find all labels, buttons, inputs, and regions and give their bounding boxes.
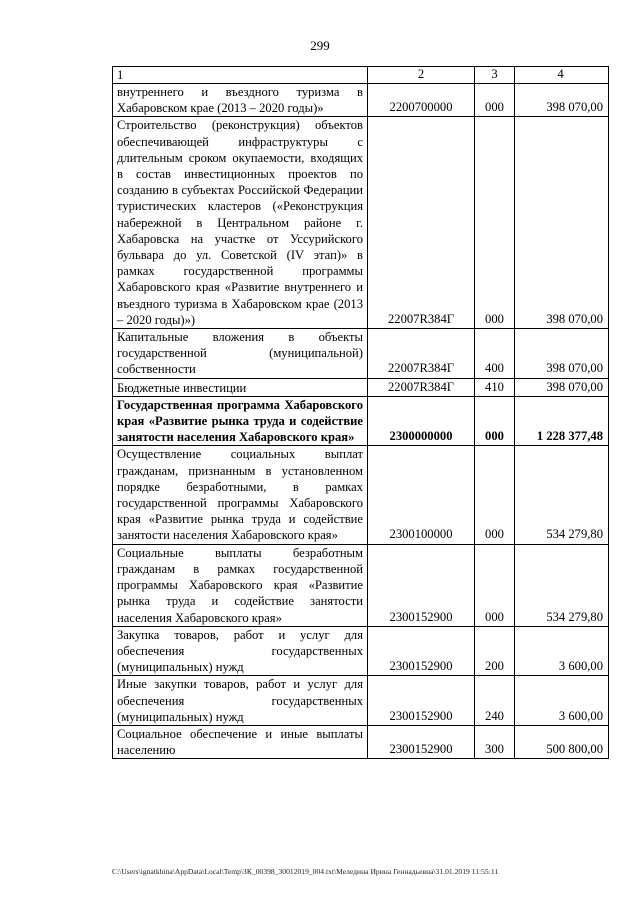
row-name: Иные закупки товаров, работ и услуг для обеспечения государственных (муниципальных) нужд [113, 676, 368, 726]
row-amount: 398 070,00 [515, 84, 609, 117]
row-code: 2300152900 [368, 626, 475, 676]
table-row [113, 676, 609, 726]
row-type: 200 [475, 626, 515, 676]
budget-table [112, 66, 609, 759]
header-col-2: 2 [368, 67, 475, 84]
row-name: Строительство (реконструкция) объектов обеспечивающей инфраструктуры с длительным сроком окупаемости, входящих в состав инвестиционных проектов по созданию в субъектах Российской Федерации туристических кластеров («Реконструкция набережной в Центральном районе г. Хабаровска на участке от Уссурийского бульвара до ул. Советской (IV этап)» в рамках государственной программы Хабаровского края «Развитие внутреннего и въездного туризма в Хабаровском крае (2013 – 2020 годы)») [113, 117, 368, 329]
row-amount: 398 070,00 [515, 117, 609, 329]
header-col-4: 4 [515, 67, 609, 84]
row-name: Капитальные вложения в объекты государственной (муниципальной) собственности [113, 329, 368, 379]
row-amount: 3 600,00 [515, 626, 609, 676]
row-amount: 534 279,80 [515, 446, 609, 544]
row-type: 240 [475, 676, 515, 726]
table-row [113, 84, 609, 117]
row-amount: 398 070,00 [515, 378, 609, 396]
row-name: Социальное обеспечение и иные выплаты населению [113, 725, 368, 758]
row-code: 2300152900 [368, 725, 475, 758]
page-number: 299 [310, 38, 330, 53]
table-row [113, 329, 609, 379]
table-header-row [113, 67, 609, 84]
header-col-1: 1 [113, 67, 368, 84]
row-code: 2300100000 [368, 446, 475, 544]
row-name: Бюджетные инвестиции [113, 378, 368, 396]
row-amount: 500 800,00 [515, 725, 609, 758]
row-name: Государственная программа Хабаровского края «Развитие рынка труда и содействие занятости населения Хабаровского края» [113, 396, 368, 446]
row-code: 22007R384Г [368, 378, 475, 396]
row-type: 000 [475, 117, 515, 329]
row-amount: 1 228 377,48 [515, 396, 609, 446]
row-code: 22007R384Г [368, 329, 475, 379]
row-type: 000 [475, 84, 515, 117]
row-name: Закупка товаров, работ и услуг для обеспечения государственных (муниципальных) нужд [113, 626, 368, 676]
table-row [113, 725, 609, 758]
row-name: внутреннего и въездного туризма в Хабаровском крае (2013 – 2020 годы)» [113, 84, 368, 117]
row-code: 2300000000 [368, 396, 475, 446]
row-code: 22007R384Г [368, 117, 475, 329]
table-row [113, 626, 609, 676]
file-path-footer: C:\Users\ignatkhina\AppData\Local\Temp\ЗК_00398_30012019_004.txt\Меледина Ирина Геннадьевна\31.01.2019 11:55:11 [112, 867, 499, 876]
table-row [113, 446, 609, 544]
row-amount: 3 600,00 [515, 676, 609, 726]
row-code: 2300152900 [368, 544, 475, 626]
row-type: 400 [475, 329, 515, 379]
row-code: 2200700000 [368, 84, 475, 117]
table-row [113, 544, 609, 626]
row-type: 300 [475, 725, 515, 758]
row-amount: 534 279,80 [515, 544, 609, 626]
row-name: Социальные выплаты безработным гражданам в рамках государственной программы Хабаровского края «Развитие рынка труда и содействие занятости населения Хабаровского края» [113, 544, 368, 626]
table-row [113, 117, 609, 329]
row-type: 410 [475, 378, 515, 396]
row-type: 000 [475, 396, 515, 446]
row-amount: 398 070,00 [515, 329, 609, 379]
header-col-3: 3 [475, 67, 515, 84]
row-code: 2300152900 [368, 676, 475, 726]
row-type: 000 [475, 544, 515, 626]
table-row [113, 378, 609, 396]
row-type: 000 [475, 446, 515, 544]
table-row-program-total [113, 396, 609, 446]
row-name: Осуществление социальных выплат гражданам, признанным в установленном порядке безработными, в рамках государственной программы Хабаровского края «Развитие рынка труда и содействие занятости населения Хабаровского края» [113, 446, 368, 544]
